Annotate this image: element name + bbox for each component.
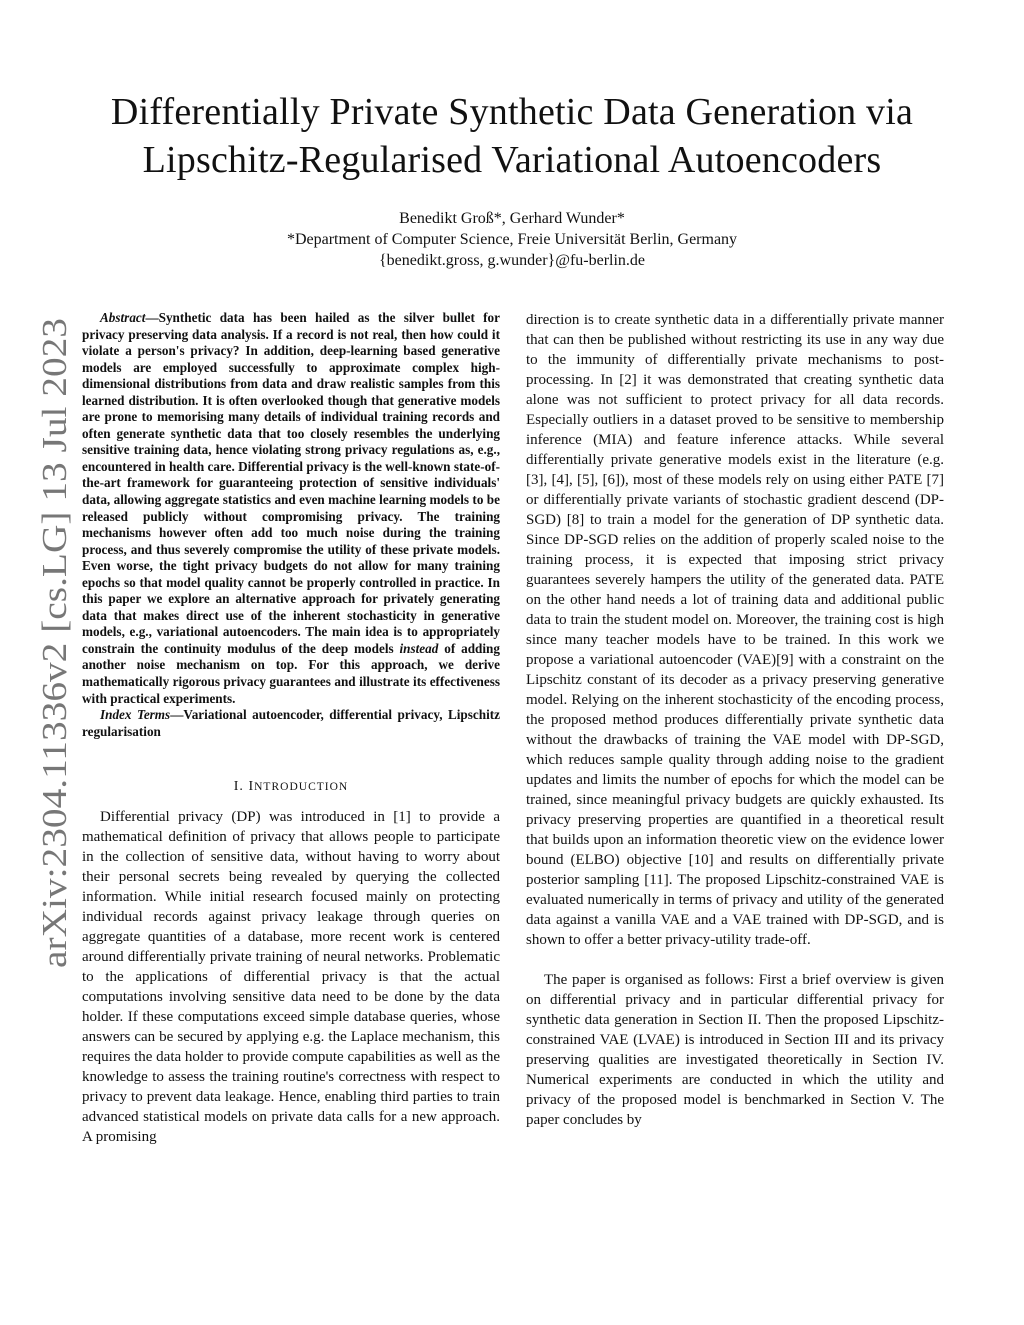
paper-title-line1: Differentially Private Synthetic Data Generation via [110, 91, 914, 133]
abstract-text: —Synthetic data has been hailed as the silver bullet for privacy preserving data analysis. If a record is not real, then how could it violate a person's privacy? In addition, deep-learning based generative models are employed successfully to approximate complex high-dimensional distributions from data and draw realistic samples from this learned distribution. It is often overlooked though that generative models are prone to memorising many details of individual training records and often generate synthetic data that too closely resembles the underlying sensitive training data, hence violating strong privacy regulations as, e.g., encountered in health care. Differential privacy is the well-known state-of-the-art framework for guaranteeing protection of sensitive individuals' data, allowing aggregate statistics and even machine learning models to be released publicly without compromising privacy. The training mechanisms however often add too much noise during the training process, and thus severely compromise the utility of these private models. Even worse, the tight privacy budgets do not allow for many training epochs so that model quality cannot be properly controlled in practice. In this paper we explore an alternative approach for privately generating data that makes direct use of the inherent stochasticity in generative models, e.g., variational autoencoders. The main idea is to appropriately constrain the continuity modulus of the deep models [82, 310, 500, 656]
abstract-paragraph [82, 310, 500, 707]
left-column [82, 310, 500, 1147]
affiliation-line: *Department of Computer Science, Freie Universität Berlin, Germany [286, 231, 738, 248]
abstract-label: Abstract [100, 310, 146, 325]
authors-line: Benedikt Groß*, Gerhard Wunder* [399, 210, 625, 227]
section-title: INTRODUCTION [248, 779, 349, 795]
section-heading [82, 777, 500, 797]
right-paragraph-2: The paper is organised as follows: First a brief overview is given on differential privacy and in particular differential privacy for synthetic data generation in Section II. Then the proposed Lipschitz-constrained VAE (LVAE) is introduced in Section III and its privacy preserving qualities are investigated theoretically in Section IV. Numerical experiments are conducted in which the utility and privacy of the proposed model is benchmarked in Section V. The paper concludes by [526, 972, 944, 1128]
abstract-emphasis: instead [399, 640, 439, 656]
intro-paragraph-1: Differential privacy (DP) was introduced in [1] to provide a mathematical definition of privacy that allows people to participate in the collection of sensitive data, without having to worry about their personal secrets being revealed by querying the collected information. While initial research focused mainly on protecting individual records against privacy leakage through queries on aggregate quantities of a database, more recent work is centered around differentially private training of neural networks. Problematic to the applications of differential privacy is that the actual computations involving sensitive data need to be done by the data holder. If these computations exceed simple database queries, whose answers can be secured by applying e.g. the Laplace mechanism, this requires the data holder to provide compute capabilities as well as the knowledge to assess the training routine's correctness with respect to privacy to prevent data leakage. Hence, enabling third parties to train advanced statistical models on private data calls for a new approach. A promising [82, 809, 500, 1146]
index-terms [82, 707, 500, 740]
abstract-tail: of adding another noise mechanism on top. For this approach, we derive mathematically rigorous privacy guarantees and illustrate its effectiveness with practical experiments. [82, 640, 500, 706]
index-terms-label: Index Terms [100, 707, 171, 723]
abstract [82, 310, 500, 740]
index-terms-text: —Variational autoencoder, differential privacy, Lipschitz regularisation [82, 707, 500, 739]
emails-line: {benedikt.gross, g.wunder}@fu-berlin.de [378, 252, 646, 269]
right-column [526, 310, 944, 1130]
arxiv-stamp-svg [18, 318, 78, 968]
paper-title [0, 88, 1024, 184]
arxiv-stamp-text: arXiv:2304.11336v2 [cs.LG] 13 Jul 2023 [35, 389, 74, 968]
section-number: I. [233, 779, 249, 795]
right-paragraph-1: direction is to create synthetic data in a differentially private manner that can then be published without restricting its use in any way due to the immunity of differentially private mechanisms to post-processing. In [2] it was demonstrated that creating synthetic data alone was not sufficient to protect privacy for all data records. Especially outliers in a dataset proved to be sensitive to membership inference (MIA) and feature inference attacks. While several differentially private generative models exist in the literature (e.g. [3], [4], [5], [6]), most of these models rely on using either PATE [7] or differentially private variants of stochastic gradient descend (DP-SGD) [8] to train a model for the generation of DP synthetic data. Since DP-SGD relies on the addition of properly scaled noise to the training process, it is expected that imposing strict privacy guarantees severely hampers the utility of the generated data. PATE on the other hand needs a lot of training data and additional public data to train the student model on. Moreover, the training cost is high since many teacher models have to be trained. In this work we propose a variational autoencoder (VAE)[9] with a constraint on the Lipschitz constant of its decoder as a privacy preserving generative model. Relying on the inherent stochasticity of the encoding process, the proposed method produces differentially private synthetic data without the drawbacks of training the VAE model with DP-SGD, which reduces sample quality through adding noise to the gradient updates and limits the number of epochs for which the model can be trained, since meaningful privacy budgets are quickly exhausted. Its privacy preserving properties are quantified in a theoretical result that builds upon an information theoretic view on the evidence lower bound (ELBO) objective [10] and results on differentially private posterior sampling [11]. The proposed Lipschitz-constrained VAE is evaluated numerically in terms of privacy and utility of the generated data against a vanilla VAE and a VAE trained with DP-SGD, and is shown to offer a better privacy-utility trade-off. [526, 312, 944, 948]
paper-title-line2: Lipschitz-Regularised Variational Autoencoders [142, 139, 882, 181]
author-block [0, 208, 1024, 271]
arxiv-stamp [18, 318, 78, 968]
